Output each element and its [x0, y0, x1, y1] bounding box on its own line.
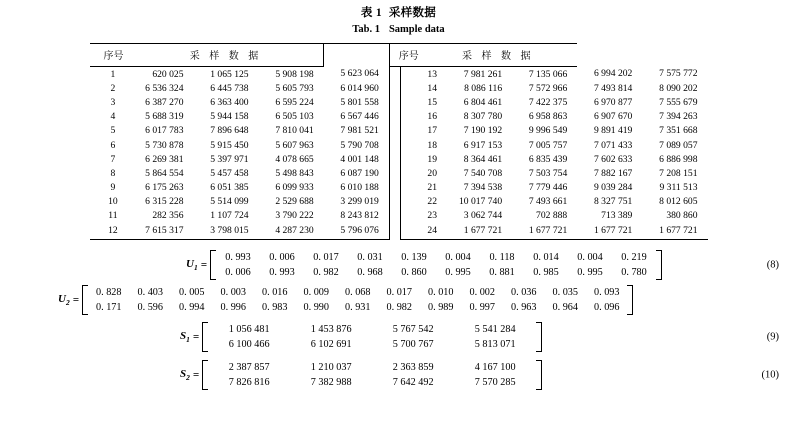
row-pad [401, 67, 419, 82]
matrix-cell: 0. 983 [262, 301, 288, 313]
row-divider [389, 152, 400, 166]
data-cell: 5 457 458 [210, 167, 249, 179]
table-row [90, 166, 708, 180]
data-cell: 4 078 665 [275, 153, 314, 165]
data-cell: 7 555 679 [659, 96, 698, 108]
data-cell: 6 595 224 [275, 96, 314, 108]
matrix-cell: 0. 780 [621, 266, 647, 278]
data-cell: 1 677 721 [512, 223, 577, 239]
row-pad [90, 67, 98, 82]
matrix-cell: 0. 036 [511, 286, 537, 298]
row-divider [389, 67, 400, 82]
matrix-u2-row-1 [88, 285, 628, 300]
matrix-cell: 6 102 691 [310, 338, 352, 350]
matrix-cell: 5 767 542 [392, 323, 434, 335]
matrix-cell: 0. 096 [594, 301, 620, 313]
data-cell: 5 796 076 [324, 223, 390, 239]
row-index-right: 16 [427, 111, 437, 123]
data-cell: 7 071 433 [593, 139, 633, 151]
data-cell: 8 243 812 [340, 210, 379, 222]
data-cell: 6 010 188 [340, 182, 379, 194]
row-divider [389, 110, 400, 124]
data-cell: 6 970 877 [593, 96, 633, 108]
equation-s1-row [0, 320, 797, 354]
data-cell: 6 536 324 [145, 82, 184, 94]
matrix-cell: 0. 005 [179, 286, 205, 298]
equation-u1-label: $U_1$ [186, 257, 198, 272]
data-cell: 6 269 381 [145, 153, 184, 165]
header-data-left: 采 样 数 据 [128, 44, 323, 67]
caption-english-title: Sample data [388, 24, 445, 35]
matrix-cell: 0. 828 [96, 286, 122, 298]
matrix-u1-rows [216, 250, 656, 280]
table-row [90, 195, 708, 209]
data-cell: 3 299 019 [340, 196, 379, 208]
data-cell: 7 575 772 [659, 68, 698, 80]
matrix-s2-row-1 [208, 360, 536, 375]
equation-u2-equals: = [72, 293, 79, 306]
data-cell: 9 039 284 [593, 182, 633, 194]
data-cell: 8 364 461 [463, 153, 503, 165]
equation-s2-equals: = [192, 368, 200, 381]
row-pad [90, 152, 98, 166]
data-cell: 7 089 057 [659, 139, 698, 151]
data-cell: 8 086 116 [464, 82, 503, 94]
data-cell: 7 005 757 [528, 139, 568, 151]
matrix-cell: 0. 004 [577, 251, 603, 263]
data-cell: 6 505 103 [275, 111, 314, 123]
matrix-cell: 4 167 100 [474, 361, 516, 373]
data-cell: 6 387 270 [145, 96, 184, 108]
matrix-cell: 0. 006 [225, 266, 251, 278]
row-pad [401, 124, 419, 138]
matrix-cell: 0. 002 [469, 286, 495, 298]
data-cell: 5 688 319 [145, 111, 184, 123]
data-cell: 5 607 963 [275, 139, 314, 151]
row-index-right: 14 [427, 82, 437, 94]
matrix-u2 [82, 285, 634, 315]
header-index-left: 序号 [90, 44, 129, 67]
data-cell: 6 087 190 [340, 167, 379, 179]
row-index-left: 2 [110, 82, 116, 94]
data-cell: 7 135 066 [528, 68, 568, 80]
row-index-right: 19 [427, 153, 437, 165]
row-index-right: 15 [427, 96, 437, 108]
matrix-cell: 0. 993 [225, 251, 251, 263]
equation-u2-row [0, 283, 797, 317]
matrix-cell: 0. 990 [303, 301, 329, 313]
table-row [90, 138, 708, 152]
data-cell: 6 886 998 [659, 153, 698, 165]
data-cell: 7 394 538 [463, 182, 503, 194]
data-cell: 7 602 633 [593, 153, 633, 165]
data-cell: 5 908 198 [275, 68, 314, 80]
data-cell: 6 917 153 [463, 139, 503, 151]
data-cell: 2 529 688 [275, 196, 314, 208]
row-pad [401, 81, 419, 95]
matrix-s2-row-2 [208, 375, 536, 390]
matrix-u1-row-1 [216, 250, 656, 265]
matrix-cell: 0. 596 [137, 301, 163, 313]
sample-data-table [90, 43, 708, 240]
matrix-cell: 2 363 859 [392, 361, 434, 373]
row-pad [401, 110, 419, 124]
matrix-cell: 0. 016 [262, 286, 288, 298]
data-cell: 7 615 317 [128, 223, 193, 239]
matrix-cell: 0. 004 [445, 251, 471, 263]
row-index-left: 3 [110, 96, 116, 108]
row-pad [90, 124, 98, 138]
caption-english [0, 22, 797, 37]
matrix-cell: 0. 995 [445, 266, 471, 278]
row-divider [389, 124, 400, 138]
matrix-cell: 0. 403 [137, 286, 163, 298]
matrix-cell: 0. 171 [96, 301, 122, 313]
data-cell: 4 001 148 [340, 153, 379, 165]
data-cell: 9 891 419 [593, 125, 633, 137]
row-pad [401, 166, 419, 180]
row-divider [389, 166, 400, 180]
row-index-left: 6 [110, 139, 116, 151]
row-pad [90, 81, 98, 95]
caption-chinese-title: 采样数据 [388, 7, 437, 19]
row-index-left: 5 [110, 125, 116, 137]
matrix-s2 [202, 360, 542, 390]
matrix-cell: 0. 118 [489, 251, 515, 263]
data-cell: 5 790 708 [340, 139, 379, 151]
data-cell: 7 394 263 [659, 111, 698, 123]
matrix-cell: 0. 963 [511, 301, 537, 313]
row-divider [389, 223, 400, 239]
equation-number-8: (8) [766, 259, 779, 271]
table-row [90, 152, 708, 166]
data-cell: 6 445 738 [210, 82, 249, 94]
matrix-cell: 0. 017 [313, 251, 339, 263]
data-cell: 8 327 751 [593, 196, 633, 208]
table-row [90, 110, 708, 124]
data-cell: 620 025 [152, 68, 184, 80]
row-index-left: 9 [110, 182, 116, 194]
data-cell: 7 493 661 [528, 196, 568, 208]
data-cell: 7 896 648 [210, 125, 249, 137]
matrix-cell: 0. 093 [594, 286, 620, 298]
matrix-s1-rows [208, 322, 536, 352]
table-caption [0, 0, 797, 37]
row-index-right: 23 [427, 210, 437, 222]
caption-chinese [0, 5, 797, 21]
data-cell: 5 397 971 [210, 153, 249, 165]
matrix-cell: 0. 009 [303, 286, 329, 298]
matrix-cell: 0. 964 [552, 301, 578, 313]
matrix-cell: 7 382 988 [310, 376, 352, 388]
data-cell: 5 623 064 [340, 68, 379, 80]
matrix-cell: 0. 994 [179, 301, 205, 313]
matrix-cell: 0. 010 [428, 286, 454, 298]
data-cell: 5 864 554 [145, 167, 184, 179]
matrix-cell: 0. 931 [345, 301, 371, 313]
row-pad [401, 152, 419, 166]
data-cell: 282 356 [152, 210, 184, 222]
row-index-right: 17 [427, 125, 437, 137]
row-pad [401, 195, 419, 209]
matrix-s2-right-bracket [536, 360, 542, 390]
row-pad [90, 166, 98, 180]
data-cell: 7 503 754 [528, 167, 568, 179]
equations-area [0, 248, 797, 392]
data-cell: 380 860 [666, 210, 698, 222]
row-divider [389, 81, 400, 95]
data-cell: 3 790 222 [275, 210, 314, 222]
matrix-cell: 0. 997 [469, 301, 495, 313]
data-cell: 5 944 158 [210, 111, 249, 123]
matrix-cell: 0. 995 [577, 266, 603, 278]
header-index-right: 序号 [389, 44, 419, 67]
matrix-cell: 0. 985 [533, 266, 559, 278]
data-cell: 6 017 783 [145, 125, 184, 137]
data-cell: 8 012 605 [659, 196, 698, 208]
matrix-cell: 0. 996 [220, 301, 246, 313]
matrix-cell: 0. 881 [489, 266, 515, 278]
matrix-cell: 0. 982 [386, 301, 412, 313]
row-pad [401, 95, 419, 109]
matrix-cell: 0. 035 [552, 286, 578, 298]
row-index-left: 8 [110, 167, 116, 179]
data-cell: 3 062 744 [463, 210, 503, 222]
equation-s1-label: $S_1$ [180, 329, 190, 344]
matrix-u1 [210, 250, 662, 280]
row-index-right: 13 [427, 68, 437, 80]
row-divider [389, 181, 400, 195]
header-data-right: 采 样 数 据 [419, 44, 577, 67]
data-cell: 5 730 878 [145, 139, 184, 151]
data-cell: 10 017 740 [458, 196, 503, 208]
data-cell: 1 107 724 [210, 210, 249, 222]
matrix-cell: 0. 989 [428, 301, 454, 313]
row-index-right: 18 [427, 139, 437, 151]
data-cell: 8 307 780 [463, 111, 503, 123]
row-pad [90, 209, 98, 223]
matrix-s1 [202, 322, 542, 352]
equation-s2-row [0, 358, 797, 392]
row-divider [389, 209, 400, 223]
matrix-cell: 0. 031 [357, 251, 383, 263]
matrix-cell: 1 453 876 [310, 323, 352, 335]
caption-english-number: Tab. 1 [352, 24, 380, 35]
matrix-cell: 0. 014 [533, 251, 559, 263]
data-cell: 6 099 933 [275, 182, 314, 194]
table-row [90, 124, 708, 138]
table-row [90, 95, 708, 109]
row-index-left: 4 [110, 111, 116, 123]
matrix-s2-rows [208, 360, 536, 390]
data-cell: 1 677 721 [577, 223, 642, 239]
table-row [90, 223, 708, 239]
matrix-s1-row-2 [208, 337, 536, 352]
matrix-cell: 7 826 816 [228, 376, 270, 388]
table-row [90, 209, 708, 223]
data-cell: 6 958 863 [528, 111, 568, 123]
row-divider [389, 138, 400, 152]
table-header [90, 44, 708, 67]
data-cell: 6 567 446 [340, 111, 379, 123]
equation-s2-label: $S_2$ [180, 367, 190, 382]
data-cell: 8 090 202 [659, 82, 698, 94]
matrix-cell: 7 642 492 [392, 376, 434, 388]
row-index-left: 10 [108, 196, 118, 208]
row-pad [401, 223, 419, 239]
data-cell: 7 810 041 [275, 125, 314, 137]
row-index-left: 11 [108, 210, 118, 222]
row-index-right: 20 [427, 167, 437, 179]
data-cell: 7 493 814 [593, 82, 633, 94]
table-row [90, 181, 708, 195]
data-cell: 7 190 192 [463, 125, 503, 137]
matrix-cell: 0. 006 [269, 251, 295, 263]
matrix-u1-row-2 [216, 265, 656, 280]
row-index-right: 21 [427, 182, 437, 194]
matrix-cell: 0. 003 [220, 286, 246, 298]
equation-number-10: (10) [761, 369, 779, 381]
matrix-cell: 6 100 466 [228, 338, 270, 350]
row-index-left: 12 [97, 223, 128, 239]
data-cell: 7 981 261 [463, 68, 503, 80]
row-pad [90, 195, 98, 209]
data-cell: 7 882 167 [593, 167, 633, 179]
row-divider [389, 195, 400, 209]
matrix-cell: 5 813 071 [474, 338, 516, 350]
matrix-cell: 0. 219 [621, 251, 647, 263]
matrix-cell: 5 700 767 [392, 338, 434, 350]
data-cell: 6 175 263 [145, 182, 184, 194]
row-pad [90, 138, 98, 152]
data-cell: 6 835 439 [528, 153, 568, 165]
equation-number-9: (9) [766, 331, 779, 343]
matrix-cell: 1 056 481 [228, 323, 270, 335]
data-cell: 7 351 668 [659, 125, 698, 137]
data-cell: 7 208 151 [659, 167, 698, 179]
data-cell: 1 677 721 [446, 223, 513, 239]
data-cell: 7 572 966 [528, 82, 568, 94]
data-cell: 5 605 793 [275, 82, 314, 94]
data-cell: 6 994 202 [593, 68, 633, 80]
row-index-left: 1 [110, 68, 116, 80]
data-cell: 5 915 450 [210, 139, 249, 151]
data-cell: 9 311 513 [659, 182, 698, 194]
matrix-cell: 0. 982 [313, 266, 339, 278]
data-cell: 7 540 708 [463, 167, 503, 179]
matrix-cell: 0. 139 [401, 251, 427, 263]
data-cell: 713 389 [601, 210, 633, 222]
matrix-u2-row-2 [88, 300, 628, 315]
matrix-cell: 1 210 037 [310, 361, 352, 373]
table-row [90, 67, 708, 82]
data-cell: 9 996 549 [528, 125, 568, 137]
row-pad [90, 181, 98, 195]
data-cell: 3 798 015 [194, 223, 259, 239]
data-cell: 702 888 [536, 210, 568, 222]
matrix-cell: 0. 968 [357, 266, 383, 278]
row-index-right: 24 [419, 223, 446, 239]
matrix-cell: 7 570 285 [474, 376, 516, 388]
matrix-u1-right-bracket [656, 250, 662, 280]
matrix-cell: 2 387 857 [228, 361, 270, 373]
table-row [90, 81, 708, 95]
data-cell: 6 014 960 [340, 82, 379, 94]
sample-data-table-wrapper [90, 43, 708, 240]
data-cell: 1 065 125 [210, 68, 249, 80]
data-cell: 7 422 375 [528, 96, 568, 108]
data-cell: 5 514 099 [210, 196, 249, 208]
matrix-s1-right-bracket [536, 322, 542, 352]
equation-u1-row [0, 248, 797, 282]
data-cell: 5 801 558 [340, 96, 379, 108]
row-pad [401, 181, 419, 195]
caption-chinese-number: 表 1 [360, 7, 382, 19]
matrix-s1-row-1 [208, 322, 536, 337]
matrix-cell: 5 541 284 [474, 323, 516, 335]
matrix-u2-rows [88, 285, 628, 315]
row-divider [389, 95, 400, 109]
table-body [90, 67, 708, 240]
matrix-cell: 0. 993 [269, 266, 295, 278]
row-pad [90, 223, 98, 239]
row-pad [90, 110, 98, 124]
matrix-cell: 0. 068 [345, 286, 371, 298]
data-cell: 5 498 843 [275, 167, 314, 179]
equation-u2-label: $U_2$ [58, 292, 70, 307]
row-index-left: 7 [110, 153, 116, 165]
data-cell: 1 677 721 [642, 223, 707, 239]
data-cell: 7 981 521 [340, 125, 379, 137]
table-center-divider [324, 44, 390, 67]
equation-s1-equals: = [192, 330, 200, 343]
matrix-u2-right-bracket [627, 285, 633, 315]
table-header-row [90, 44, 708, 67]
row-pad [90, 95, 98, 109]
data-cell: 6 363 400 [210, 96, 249, 108]
data-cell: 4 287 230 [259, 223, 324, 239]
matrix-cell: 0. 860 [401, 266, 427, 278]
data-cell: 6 907 670 [593, 111, 633, 123]
data-cell: 7 779 446 [528, 182, 568, 194]
data-cell: 6 315 228 [145, 196, 184, 208]
matrix-cell: 0. 017 [386, 286, 412, 298]
row-index-right: 22 [427, 196, 437, 208]
row-pad [401, 138, 419, 152]
equation-u1-equals: = [200, 258, 207, 271]
data-cell: 6 804 461 [463, 96, 503, 108]
data-cell: 6 051 385 [210, 182, 249, 194]
row-pad [401, 209, 419, 223]
